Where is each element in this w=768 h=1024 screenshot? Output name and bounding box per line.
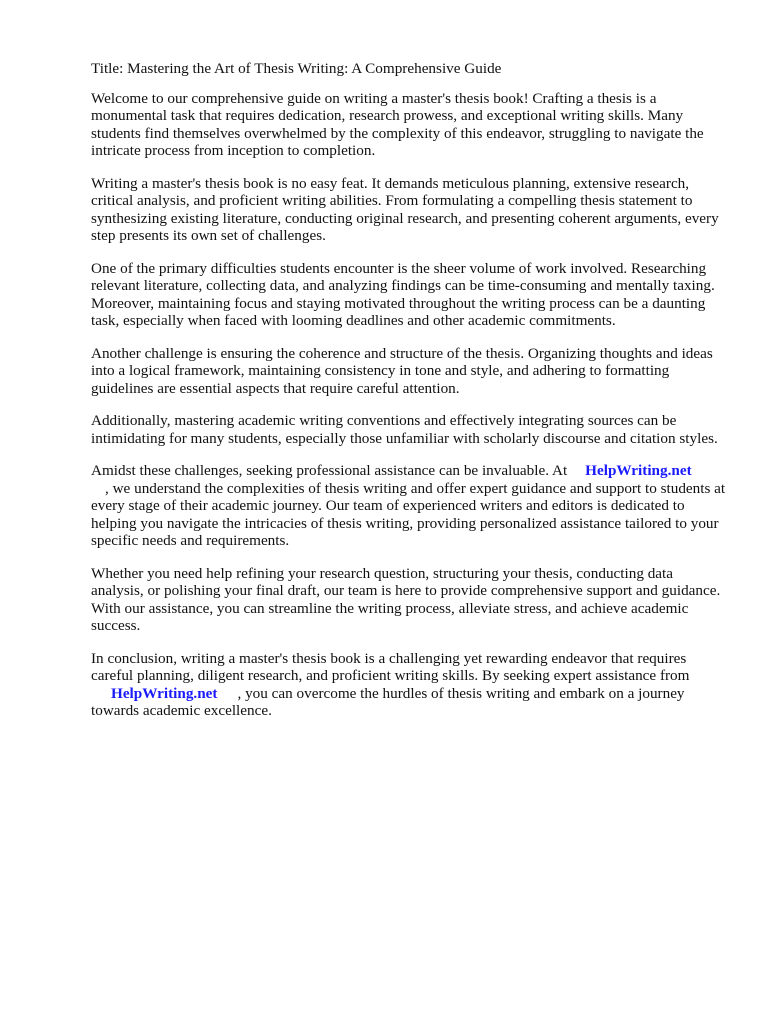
paragraph-intro: Welcome to our comprehensive guide on writing a master's thesis book! Crafting a thesis is a monumental task that requires dedication, research prowess, and exceptional writing skills. Many students find themselves overwhelmed by the complexity of this endeavor, struggling to navigate the intricate process from inception to completion. — [91, 89, 704, 159]
paragraph-help: Whether you need help refining your research question, structuring your thesis, conducting data analysis, or polishing your final draft, our team is here to provide comprehensive support and guidance. With our assistance, you can streamline the writing process, alleviate stress, and achieve academic success. — [91, 564, 721, 634]
paragraph-conventions: Additionally, mastering academic writing conventions and effectively integrating sources can be intimidating for many students, especially those unfamiliar with scholarly discourse and citation styles. — [91, 412, 718, 447]
paragraph-conclusion — [91, 650, 728, 720]
paragraph-difficulties: One of the primary difficulties students encounter is the sheer volume of work involved. Researching relevant literature, collecting data, and analyzing findings can be time-consuming and mentally taxing. Moreover, maintaining focus and staying motivated throughout the writing process can be a daunting task, especially when faced with looming deadlines and other academic commitments. — [91, 259, 715, 329]
conclusion-text-before: In conclusion, writing a master's thesis book is a challenging yet rewarding endeavor that requires careful planning, diligent research, and proficient writing skills. By seeking expert assistance from — [91, 649, 690, 684]
paragraph-assistance — [91, 462, 728, 550]
assistance-text-before: Amidst these challenges, seeking professional assistance can be invaluable. At — [91, 462, 568, 479]
document-title: Title: Mastering the Art of Thesis Writing: A Comprehensive Guide — [91, 60, 502, 77]
helpwriting-link[interactable]: HelpWriting.net — [585, 462, 692, 479]
conclusion-text-after: , you can overcome the hurdles of thesis writing and embark on a journey towards academic excellence. — [91, 684, 685, 719]
paragraph-coherence: Another challenge is ensuring the coherence and structure of the thesis. Organizing thoughts and ideas into a logical framework, maintaining consistency in tone and style, and adhering to formatting guidelines are essential aspects that require careful attention. — [91, 344, 713, 397]
paragraph-demands: Writing a master's thesis book is no easy feat. It demands meticulous planning, extensive research, critical analysis, and proficient writing abilities. From formulating a compelling thesis statement to synthesizing existing literature, conducting original research, and presenting coherent arguments, every step presents its own set of challenges. — [91, 174, 719, 244]
assistance-text-after: , we understand the complexities of thesis writing and offer expert guidance and support to students at every stage of their academic journey. Our team of experienced writers and editors is dedicated to helping you navigate the intricacies of thesis writing, providing personalized assistance tailored to your specific needs and requirements. — [91, 479, 726, 549]
helpwriting-link-conclusion[interactable]: HelpWriting.net — [111, 684, 218, 702]
